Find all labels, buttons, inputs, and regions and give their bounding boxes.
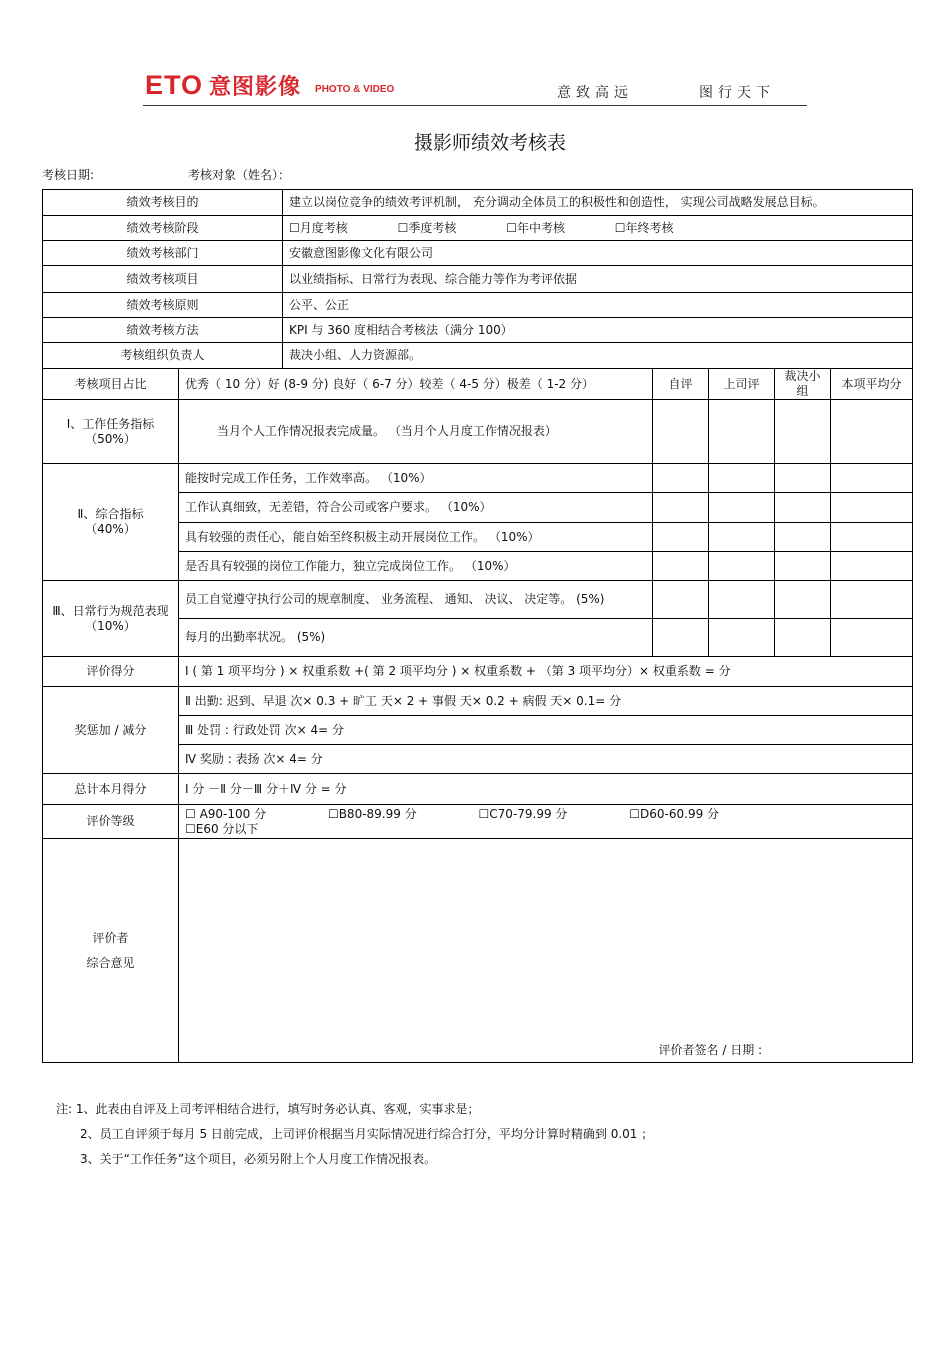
section-row — [43, 581, 913, 619]
info-label: 考核组织负责人 — [43, 343, 283, 369]
score-avg-cell[interactable] — [831, 400, 913, 464]
score-self-cell[interactable] — [653, 523, 709, 552]
attendance-line[interactable]: Ⅱ 出勤: 迟到、早退 次× 0.3 + 旷工 天× 2 + 事假 天× 0.2 + 病假 天× 0.1= 分 — [179, 687, 913, 716]
criterion-text: 工作认真细致，无差错，符合公司或客户要求。 （10%） — [179, 493, 653, 523]
info-value: 裁决小组、人力资源部。 — [283, 343, 913, 369]
info-label: 绩效考核部门 — [43, 241, 283, 266]
grade-b-checkbox[interactable]: ☐B80-89.99 分 — [327, 806, 417, 821]
score-boss-cell[interactable] — [709, 581, 775, 619]
period-quarterly-checkbox[interactable]: ☐季度考核 — [397, 220, 457, 235]
opinion-text-area[interactable] — [179, 839, 913, 1063]
score-boss-cell[interactable] — [709, 400, 775, 464]
score-avg-cell[interactable] — [831, 493, 913, 523]
criterion-text: 当月个人工作情况报表完成量。 （当月个人月度工作情况报表） — [179, 400, 653, 464]
notes — [56, 1097, 653, 1172]
info-value: 安徽意图影像文化有限公司 — [283, 241, 913, 266]
score-panel-cell[interactable] — [775, 400, 831, 464]
period-monthly-checkbox[interactable]: ☐月度考核 — [289, 220, 348, 235]
period-midyear-checkbox[interactable]: ☐年中考核 — [506, 220, 565, 235]
info-value: 以业绩指标、日常行为表现、综合能力等作为考评依据 — [283, 266, 913, 293]
section-weight: （40%） — [85, 522, 136, 536]
assessment-target-label: 考核对象（姓名）： — [188, 168, 291, 182]
assessment-table — [42, 189, 913, 1063]
section-title-cell — [43, 581, 179, 657]
info-row — [43, 216, 913, 241]
score-panel-cell[interactable] — [775, 523, 831, 552]
slogan-left: 意致高远 — [557, 85, 633, 101]
grade-c-checkbox[interactable]: ☐C70-79.99 分 — [478, 806, 568, 821]
score-panel-cell[interactable] — [775, 619, 831, 657]
note-1: 注: 1、此表由自评及上司考评相结合进行，填写时务必认真、客观，实事求是； — [56, 1102, 480, 1116]
score-avg-cell[interactable] — [831, 552, 913, 581]
grade-row — [43, 805, 913, 839]
header-item-weight: 考核项目占比 — [43, 369, 179, 400]
opinion-row — [43, 839, 913, 1063]
score-boss-cell[interactable] — [709, 464, 775, 493]
info-value: 建立以岗位竞争的绩效考评机制， 充分调动全体员工的积极性和创造性， 实现公司战略发展总目标。 — [283, 190, 913, 216]
grade-d-checkbox[interactable]: ☐D60-60.99 分 — [629, 806, 720, 821]
info-row — [43, 241, 913, 266]
section-row — [43, 400, 913, 464]
header-rating-scale: 优秀（ 10 分）好 (8-9 分) 良好（ 6-7 分）较差（ 4-5 分）极差（ 1-2 分） — [179, 369, 653, 400]
criterion-text: 员工自觉遵守执行公司的规章制度、 业务流程、 通知、 决议、 决定等。 (5%) — [179, 581, 653, 619]
penalty-line[interactable]: Ⅲ 处罚 : 行政处罚 次× 4= 分 — [179, 716, 913, 745]
score-panel-cell[interactable] — [775, 581, 831, 619]
info-label: 绩效考核方法 — [43, 318, 283, 343]
bonus-label: 奖惩加 / 减分 — [43, 687, 179, 774]
info-label: 绩效考核项目 — [43, 266, 283, 293]
grade-label: 评价等级 — [43, 805, 179, 839]
score-self-cell[interactable] — [653, 400, 709, 464]
header-avg: 本项平均分 — [831, 369, 913, 400]
section-weight: （10%） — [85, 618, 136, 633]
info-row — [43, 343, 913, 369]
section-title: Ⅲ、日常行为规范表现 — [52, 603, 169, 618]
score-avg-cell[interactable] — [831, 523, 913, 552]
grade-options — [179, 805, 913, 839]
score-boss-cell[interactable] — [709, 619, 775, 657]
criterion-text: 每月的出勤率状况。 (5%) — [179, 619, 653, 657]
section-title-cell — [43, 400, 179, 464]
info-row — [43, 190, 913, 216]
score-self-cell[interactable] — [653, 493, 709, 523]
score-header-row — [43, 369, 913, 400]
score-avg-cell[interactable] — [831, 464, 913, 493]
section-row — [43, 464, 913, 493]
info-row — [43, 266, 913, 293]
score-boss-cell[interactable] — [709, 493, 775, 523]
score-panel-cell[interactable] — [775, 464, 831, 493]
info-value: 公平、公正 — [283, 293, 913, 318]
grade-e-checkbox[interactable]: ☐E60 分以下 — [185, 821, 259, 836]
header-panel: 裁决小组 — [775, 369, 831, 400]
score-avg-cell[interactable] — [831, 619, 913, 657]
info-label: 绩效考核原则 — [43, 293, 283, 318]
section-weight: （50%） — [85, 431, 136, 446]
criterion-text: 是否具有较强的岗位工作能力，独立完成岗位工作。 （10%） — [179, 552, 653, 581]
note-2: 2、员工自评须于每月 5 日前完成，上司评价根据当月实际情况进行综合打分，平均分计算时精确到 0.01 ； — [80, 1127, 654, 1141]
evaluation-label: 评价得分 — [43, 657, 179, 687]
score-panel-cell[interactable] — [775, 552, 831, 581]
score-boss-cell[interactable] — [709, 552, 775, 581]
opinion-label-line1: 评价者 — [92, 930, 129, 945]
period-yearend-checkbox[interactable]: ☐年终考核 — [614, 220, 674, 235]
total-formula[interactable]: Ⅰ 分 －Ⅱ 分－Ⅲ 分＋Ⅳ 分 = 分 — [179, 774, 913, 805]
info-label: 绩效考核目的 — [43, 190, 283, 216]
period-options — [283, 216, 913, 241]
opinion-label-line2: 综合意见 — [86, 955, 135, 970]
info-row — [43, 293, 913, 318]
criterion-text: 具有较强的责任心，能自始至终积极主动开展岗位工作。 （10%） — [179, 523, 653, 552]
info-row — [43, 318, 913, 343]
score-self-cell[interactable] — [653, 581, 709, 619]
section-title: Ⅱ、综合指标 — [77, 507, 144, 521]
signature-date-label: 评价者签名 / 日期 : — [658, 1043, 763, 1057]
info-value: KPI 与 360 度相结合考核法（满分 100） — [283, 318, 913, 343]
header-self: 自评 — [653, 369, 709, 400]
company-logo — [145, 70, 394, 100]
score-self-cell[interactable] — [653, 552, 709, 581]
page-title: 摄影师绩效考核表 — [413, 132, 566, 154]
logo-eto-text: ETO — [145, 69, 204, 100]
score-boss-cell[interactable] — [709, 523, 775, 552]
logo-chinese-text: 意图影像 — [209, 74, 302, 100]
total-row — [43, 774, 913, 805]
score-self-cell[interactable] — [653, 464, 709, 493]
reward-line[interactable]: Ⅳ 奖励 : 表扬 次× 4= 分 — [179, 745, 913, 774]
opinion-label — [43, 839, 179, 1063]
score-self-cell[interactable] — [653, 619, 709, 657]
bonus-row — [43, 687, 913, 716]
info-label: 绩效考核阶段 — [43, 216, 283, 241]
score-panel-cell[interactable] — [775, 493, 831, 523]
evaluation-formula[interactable]: Ⅰ ( 第 1 项平均分 ) × 权重系数 +( 第 2 项平均分 ) × 权重系数 + （第 3 项平均分）× 权重系数 = 分 — [179, 657, 913, 687]
score-avg-cell[interactable] — [831, 581, 913, 619]
total-label: 总计本月得分 — [43, 774, 179, 805]
header-boss: 上司评 — [709, 369, 775, 400]
logo-english-text: PHOTO & VIDEO — [315, 83, 395, 95]
slogan-right: 图行天下 — [699, 85, 775, 101]
grade-a-checkbox[interactable]: ☐ A90-100 分 — [185, 806, 267, 821]
evaluation-row — [43, 657, 913, 687]
section-title: Ⅰ、工作任务指标 — [66, 416, 155, 431]
section-title-cell — [43, 464, 179, 581]
assessment-date-label: 考核日期: — [42, 168, 95, 182]
header-rule — [143, 105, 807, 106]
note-3: 3、关于“工作任务”这个项目，必须另附上个人月度工作情况报表。 — [80, 1152, 437, 1166]
criterion-text: 能按时完成工作任务，工作效率高。 （10%） — [179, 464, 653, 493]
